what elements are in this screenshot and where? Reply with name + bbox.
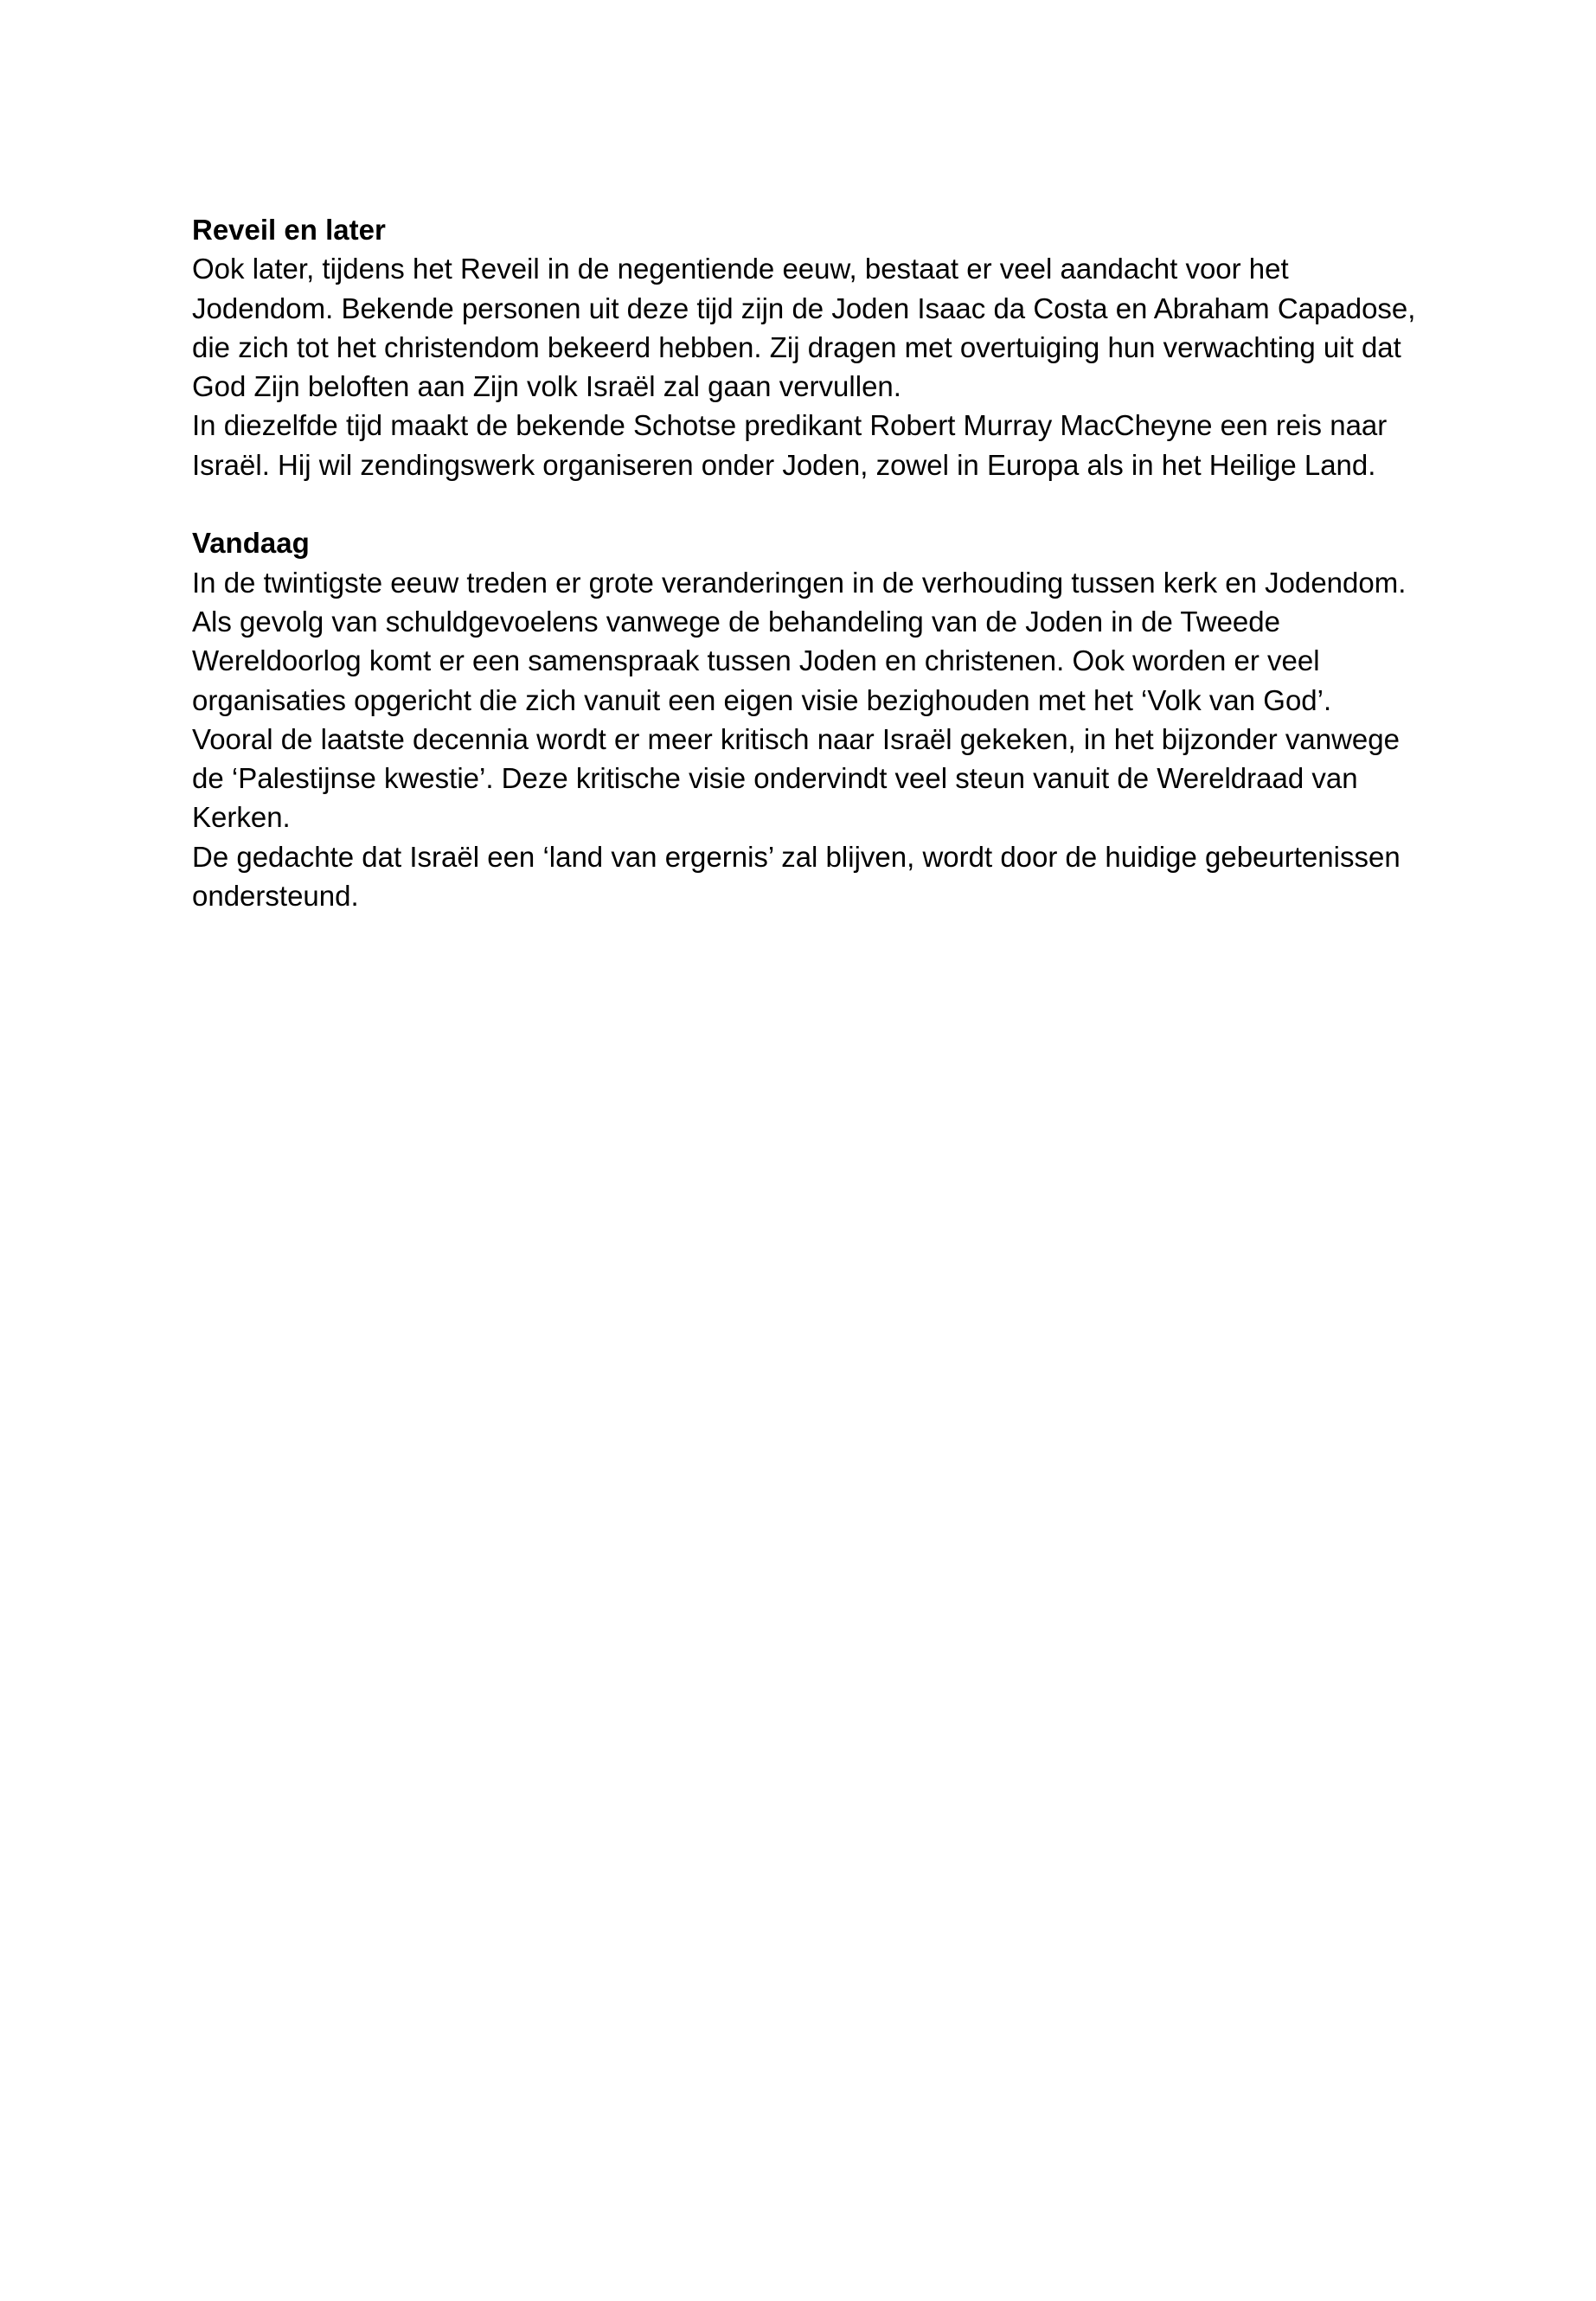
section-heading: Vandaag: [192, 527, 310, 560]
paragraph: De gedachte dat Israël een ‘land van ergernis’ zal blijven, wordt door de huidige gebeurtenissen ondersteund.: [192, 840, 1401, 913]
section-heading: Reveil en later: [192, 214, 386, 246]
paragraph: In de twintigste eeuw treden er grote veranderingen in de verhouding tussen kerk en Jodendom. Als gevolg van schuldgevoelens vanwege de behandeling van de Joden in de Tweede Wereldoorlog komt er een samenspraak tussen Joden en christenen. Ook worden er veel organisaties opgericht die zich vanuit een eigen visie bezighouden met het ‘Volk van God’.: [192, 566, 1407, 716]
section-vandaag: [192, 523, 1438, 915]
paragraph: In diezelfde tijd maakt de bekende Schotse predikant Robert Murray MacCheyne een reis naar Israël. Hij wil zendingswerk organiseren onder Joden, zowel in Europa als in het Heilige Land.: [192, 409, 1388, 481]
document-body: [192, 210, 1438, 915]
paragraph: Ook later, tijdens het Reveil in de negentiende eeuw, bestaat er veel aandacht voor het Jodendom. Bekende personen uit deze tijd zijn de Joden Isaac da Costa en Abraham Capadose, die zich tot het christendom bekeerd hebben. Zij dragen met overtuiging hun verwachting uit dat God Zijn beloften aan Zijn volk Israël zal gaan vervullen.: [192, 253, 1416, 403]
section-reveil-en-later: [192, 210, 1438, 484]
paragraph: Vooral de laatste decennia wordt er meer kritisch naar Israël gekeken, in het bijzonder vanwege de ‘Palestijnse kwestie’. Deze kritische visie ondervindt veel steun vanuit de Wereldraad van Kerken.: [192, 722, 1400, 834]
